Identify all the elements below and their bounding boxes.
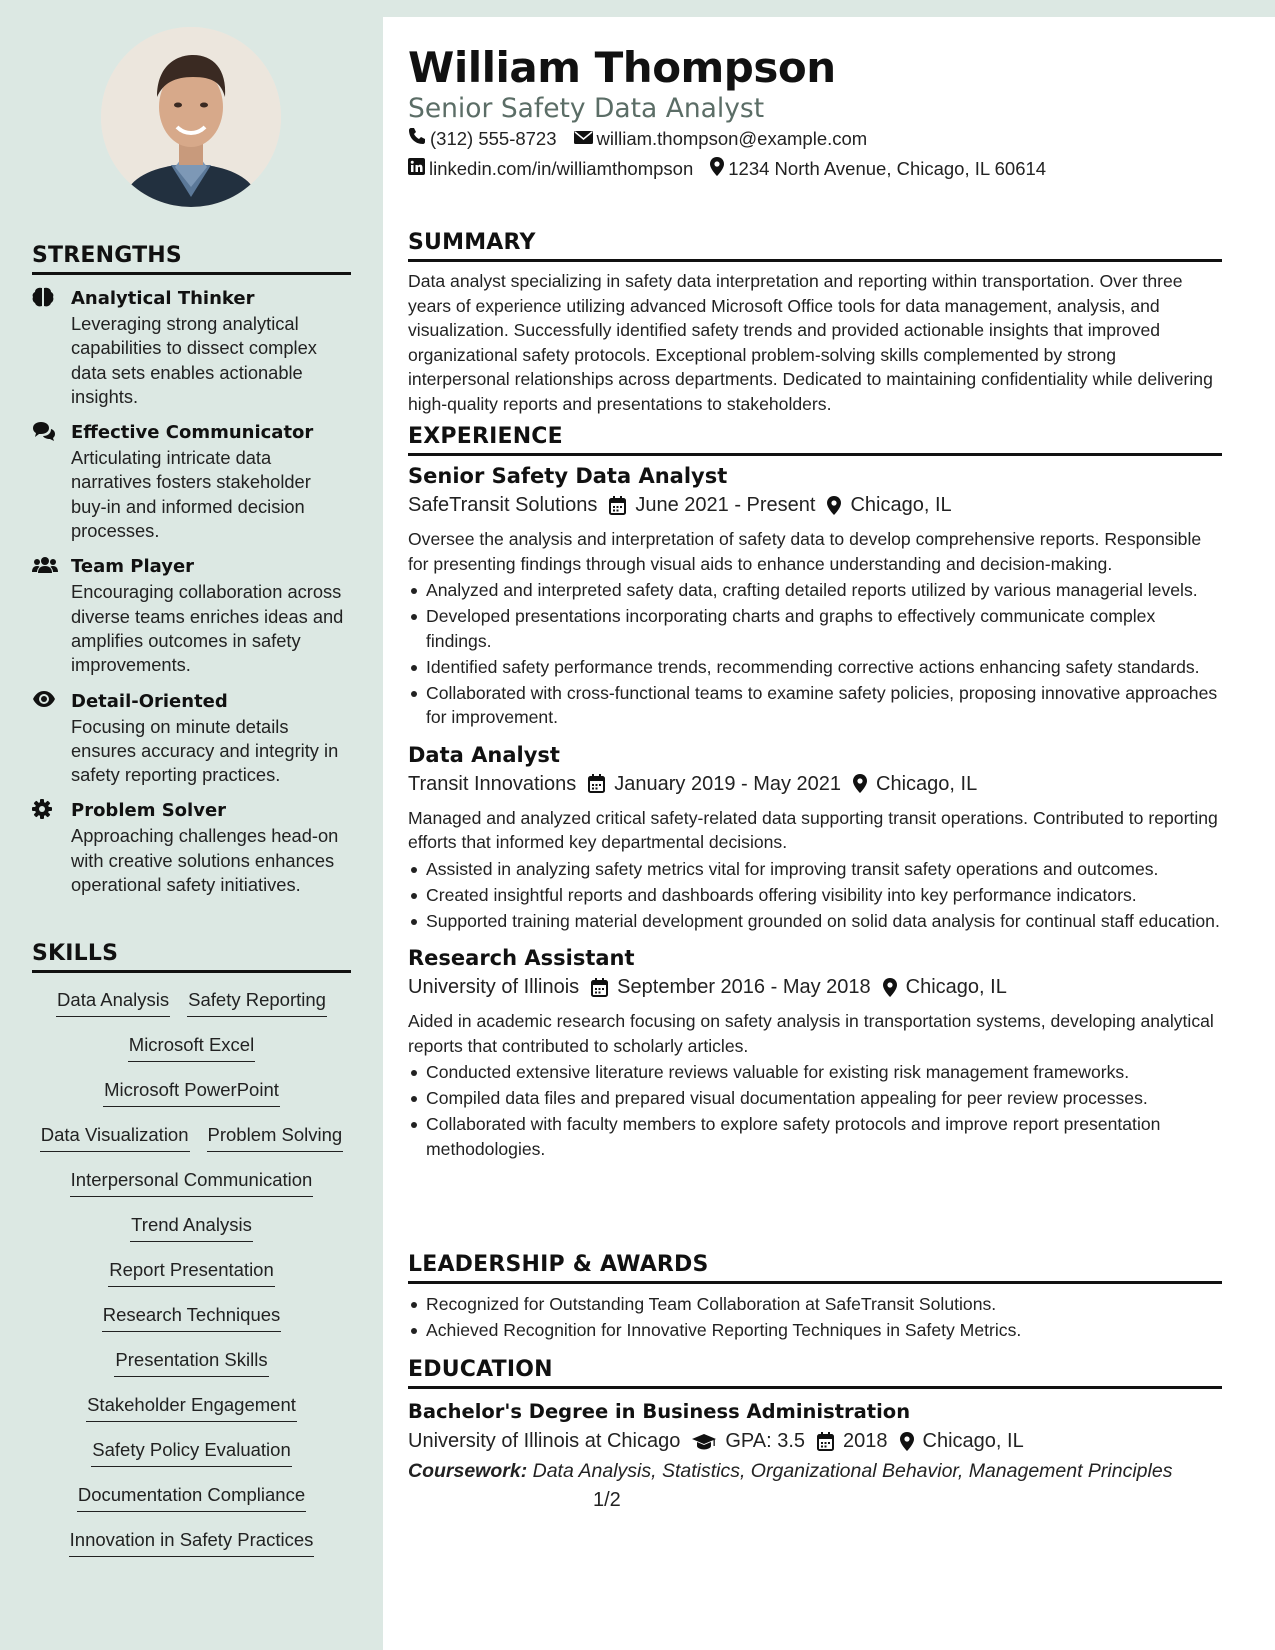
strength-title: Problem Solver bbox=[71, 800, 227, 822]
linkedin-text[interactable]: linkedin.com/in/williamthompson bbox=[429, 158, 694, 179]
company-name: Transit Innovations bbox=[408, 772, 577, 795]
education-heading: EDUCATION bbox=[408, 1357, 1222, 1389]
envelope-icon bbox=[574, 128, 597, 150]
job-location: Chicago, IL bbox=[850, 494, 952, 516]
phone-text: (312) 555-8723 bbox=[430, 127, 557, 149]
education-location: Chicago, IL bbox=[922, 1430, 1024, 1452]
phone-icon bbox=[408, 127, 430, 150]
linkedin-contact[interactable] bbox=[408, 158, 693, 180]
strength-item bbox=[32, 286, 351, 409]
coursework-label: Coursework: bbox=[408, 1460, 528, 1482]
address-contact bbox=[710, 157, 1046, 181]
strength-item bbox=[32, 798, 351, 897]
email-contact[interactable] bbox=[574, 128, 868, 150]
skill-tag: Safety Reporting bbox=[187, 987, 327, 1017]
job-bullets bbox=[408, 1060, 1222, 1161]
summary-section bbox=[408, 230, 1222, 416]
experience-heading: EXPERIENCE bbox=[408, 424, 1222, 456]
map-pin-icon bbox=[827, 496, 841, 515]
summary-text: Data analyst specializing in safety data interpretation and reporting within transportation. Over three years of experience utilizing advanced Microsoft Office tools for data management, analysis, and visualization. Successfully identified safety trends and provided actionable insights that improved organizational safety protocols. Exceptional problem-solving skills complemented by strong interpersonal relationships across departments. Dedicated to maintaining confidentiality while delivering high-quality reports and presentations to stakeholders. bbox=[408, 271, 1213, 414]
graduation-year: 2018 bbox=[843, 1430, 888, 1452]
leadership-bullets bbox=[408, 1292, 1222, 1343]
strength-desc: Focusing on minute details ensures accuracy and integrity in safety reporting practices. bbox=[71, 715, 339, 786]
skill-tag: Safety Policy Evaluation bbox=[91, 1437, 291, 1467]
coursework-text: Data Analysis, Statistics, Organizational Behavior, Management Principles bbox=[532, 1460, 1173, 1482]
page-number: 1/2 bbox=[593, 1489, 621, 1511]
coursework-line bbox=[408, 1456, 1222, 1486]
skills-section bbox=[32, 941, 351, 1572]
main-content bbox=[383, 17, 1275, 1650]
skill-tag: Data Analysis bbox=[56, 987, 170, 1017]
job-dates: September 2016 - May 2018 bbox=[617, 976, 871, 998]
calendar-icon bbox=[609, 496, 626, 515]
bullet-item: Supported training material development grounded on solid data analysis for continual staff education. bbox=[408, 909, 1222, 934]
strengths-heading: STRENGTHS bbox=[32, 243, 351, 275]
job-entry bbox=[408, 462, 1222, 730]
job-meta bbox=[408, 490, 1222, 520]
skills-heading: SKILLS bbox=[32, 941, 351, 973]
skill-tag: Problem Solving bbox=[207, 1122, 344, 1152]
strengths-section bbox=[32, 243, 351, 897]
job-location: Chicago, IL bbox=[876, 772, 978, 795]
leadership-heading: LEADERSHIP & AWARDS bbox=[408, 1252, 1222, 1284]
job-title: Data Analyst bbox=[408, 742, 560, 767]
map-pin-icon bbox=[883, 978, 897, 997]
bullet-item: Created insightful reports and dashboards offering visibility into key performance indicators. bbox=[408, 883, 1222, 908]
bullet-item: Recognized for Outstanding Team Collaboration at SafeTransit Solutions. bbox=[408, 1292, 1222, 1317]
company-name: SafeTransit Solutions bbox=[408, 494, 598, 516]
job-description: Aided in academic research focusing on safety analysis in transportation systems, developing analytical reports that contributed to scholarly articles. bbox=[408, 1011, 1214, 1056]
job-dates: January 2019 - May 2021 bbox=[614, 772, 842, 795]
eye-icon bbox=[32, 690, 56, 714]
skill-tag: Interpersonal Communication bbox=[70, 1167, 314, 1197]
skill-tag: Research Techniques bbox=[102, 1302, 282, 1332]
strength-item bbox=[32, 554, 351, 677]
candidate-title: Senior Safety Data Analyst bbox=[408, 93, 765, 124]
skill-tag: Trend Analysis bbox=[130, 1212, 253, 1242]
skill-tag: Presentation Skills bbox=[114, 1347, 268, 1377]
job-meta bbox=[408, 769, 1222, 799]
strength-title: Analytical Thinker bbox=[71, 288, 255, 309]
job-entry bbox=[408, 944, 1222, 1161]
bullet-item: Collaborated with faculty members to explore safety protocols and improve report presentation methodologies. bbox=[408, 1112, 1222, 1161]
brain-icon bbox=[32, 287, 56, 311]
candidate-name: William Thompson bbox=[408, 43, 836, 92]
school-name: University of Illinois at Chicago bbox=[408, 1430, 681, 1452]
bullet-item: Assisted in analyzing safety metrics vital for improving transit safety operations and outcomes. bbox=[408, 857, 1222, 882]
skill-tag: Innovation in Safety Practices bbox=[69, 1527, 315, 1557]
gear-icon bbox=[32, 799, 56, 823]
summary-heading: SUMMARY bbox=[408, 230, 1222, 262]
linkedin-icon bbox=[408, 158, 429, 180]
graduation-cap-icon bbox=[692, 1433, 716, 1450]
skill-tag: Documentation Compliance bbox=[77, 1482, 306, 1512]
skill-tag: Stakeholder Engagement bbox=[86, 1392, 297, 1422]
comments-icon bbox=[32, 421, 56, 445]
job-entry bbox=[408, 741, 1222, 934]
skill-tag: Report Presentation bbox=[108, 1257, 275, 1287]
bullet-item: Developed presentations incorporating charts and graphs to effectively communicate complex findings. bbox=[408, 604, 1222, 653]
job-description: Managed and analyzed critical safety-related data supporting transit operations. Contributed to reporting efforts that informed key departmental decisions. bbox=[408, 807, 1218, 852]
strength-item bbox=[32, 420, 351, 543]
experience-section bbox=[408, 424, 1222, 1163]
profile-photo bbox=[101, 27, 281, 207]
job-title: Research Assistant bbox=[408, 946, 635, 970]
degree-title: Bachelor's Degree in Business Administration bbox=[408, 1400, 911, 1423]
strength-title: Detail-Oriented bbox=[71, 690, 228, 712]
map-pin-icon bbox=[853, 774, 867, 793]
job-bullets bbox=[408, 578, 1222, 730]
strength-item bbox=[32, 689, 351, 788]
job-description: Oversee the analysis and interpretation of safety data to develop comprehensive reports. Responsible for presenting findings through visual aids to enhance understanding and decision-making. bbox=[408, 529, 1202, 574]
skill-tag: Microsoft Excel bbox=[128, 1032, 255, 1062]
bullet-item: Compiled data files and prepared visual documentation appealing for peer review processes. bbox=[408, 1086, 1222, 1111]
strength-title: Effective Communicator bbox=[71, 422, 314, 444]
calendar-icon bbox=[588, 774, 605, 793]
bullet-item: Identified safety performance trends, recommending corrective actions enhancing safety standards. bbox=[408, 655, 1222, 680]
contact-line-1 bbox=[408, 127, 884, 150]
strength-title: Team Player bbox=[71, 556, 195, 578]
strength-desc: Encouraging collaboration across diverse teams enriches ideas and amplifies outcomes in safety improvements. bbox=[71, 581, 344, 676]
contact-line-2 bbox=[408, 157, 1063, 181]
bullet-item: Achieved Recognition for Innovative Reporting Techniques in Safety Metrics. bbox=[408, 1318, 1222, 1343]
strength-desc: Articulating intricate data narratives fosters stakeholder buy-in and informed decision processes. bbox=[71, 447, 311, 542]
education-meta bbox=[408, 1426, 1222, 1456]
job-bullets bbox=[408, 857, 1222, 934]
strength-desc: Approaching challenges head-on with creative solutions enhances operational safety initiatives. bbox=[71, 825, 339, 896]
email-text[interactable]: william.thompson@example.com bbox=[596, 127, 868, 149]
sidebar bbox=[0, 0, 383, 1650]
map-pin-icon bbox=[710, 157, 728, 181]
company-name: University of Illinois bbox=[408, 976, 580, 998]
users-icon bbox=[32, 555, 56, 579]
strength-desc: Leveraging strong analytical capabilities to dissect complex data sets enables actionable insights. bbox=[71, 313, 317, 407]
job-meta bbox=[408, 972, 1222, 1002]
bullet-item: Analyzed and interpreted safety data, crafting detailed reports utilized by various managerial levels. bbox=[408, 578, 1222, 603]
leadership-section bbox=[408, 1252, 1222, 1344]
job-location: Chicago, IL bbox=[905, 976, 1007, 998]
job-dates: June 2021 - Present bbox=[635, 494, 816, 516]
calendar-icon bbox=[591, 978, 608, 997]
education-section bbox=[408, 1357, 1222, 1486]
calendar-icon bbox=[817, 1432, 834, 1451]
bullet-item: Conducted extensive literature reviews valuable for existing risk management frameworks. bbox=[408, 1060, 1222, 1085]
job-title: Senior Safety Data Analyst bbox=[408, 464, 728, 488]
map-pin-icon bbox=[900, 1432, 914, 1451]
gpa-text: GPA: 3.5 bbox=[725, 1430, 806, 1452]
skill-tag: Microsoft PowerPoint bbox=[103, 1077, 280, 1107]
address-text: 1234 North Avenue, Chicago, IL 60614 bbox=[728, 158, 1047, 179]
phone-contact bbox=[408, 127, 557, 150]
bullet-item: Collaborated with cross-functional teams to examine safety policies, proposing innovative approaches for improvement. bbox=[408, 681, 1222, 730]
skill-tag: Data Visualization bbox=[40, 1122, 190, 1152]
